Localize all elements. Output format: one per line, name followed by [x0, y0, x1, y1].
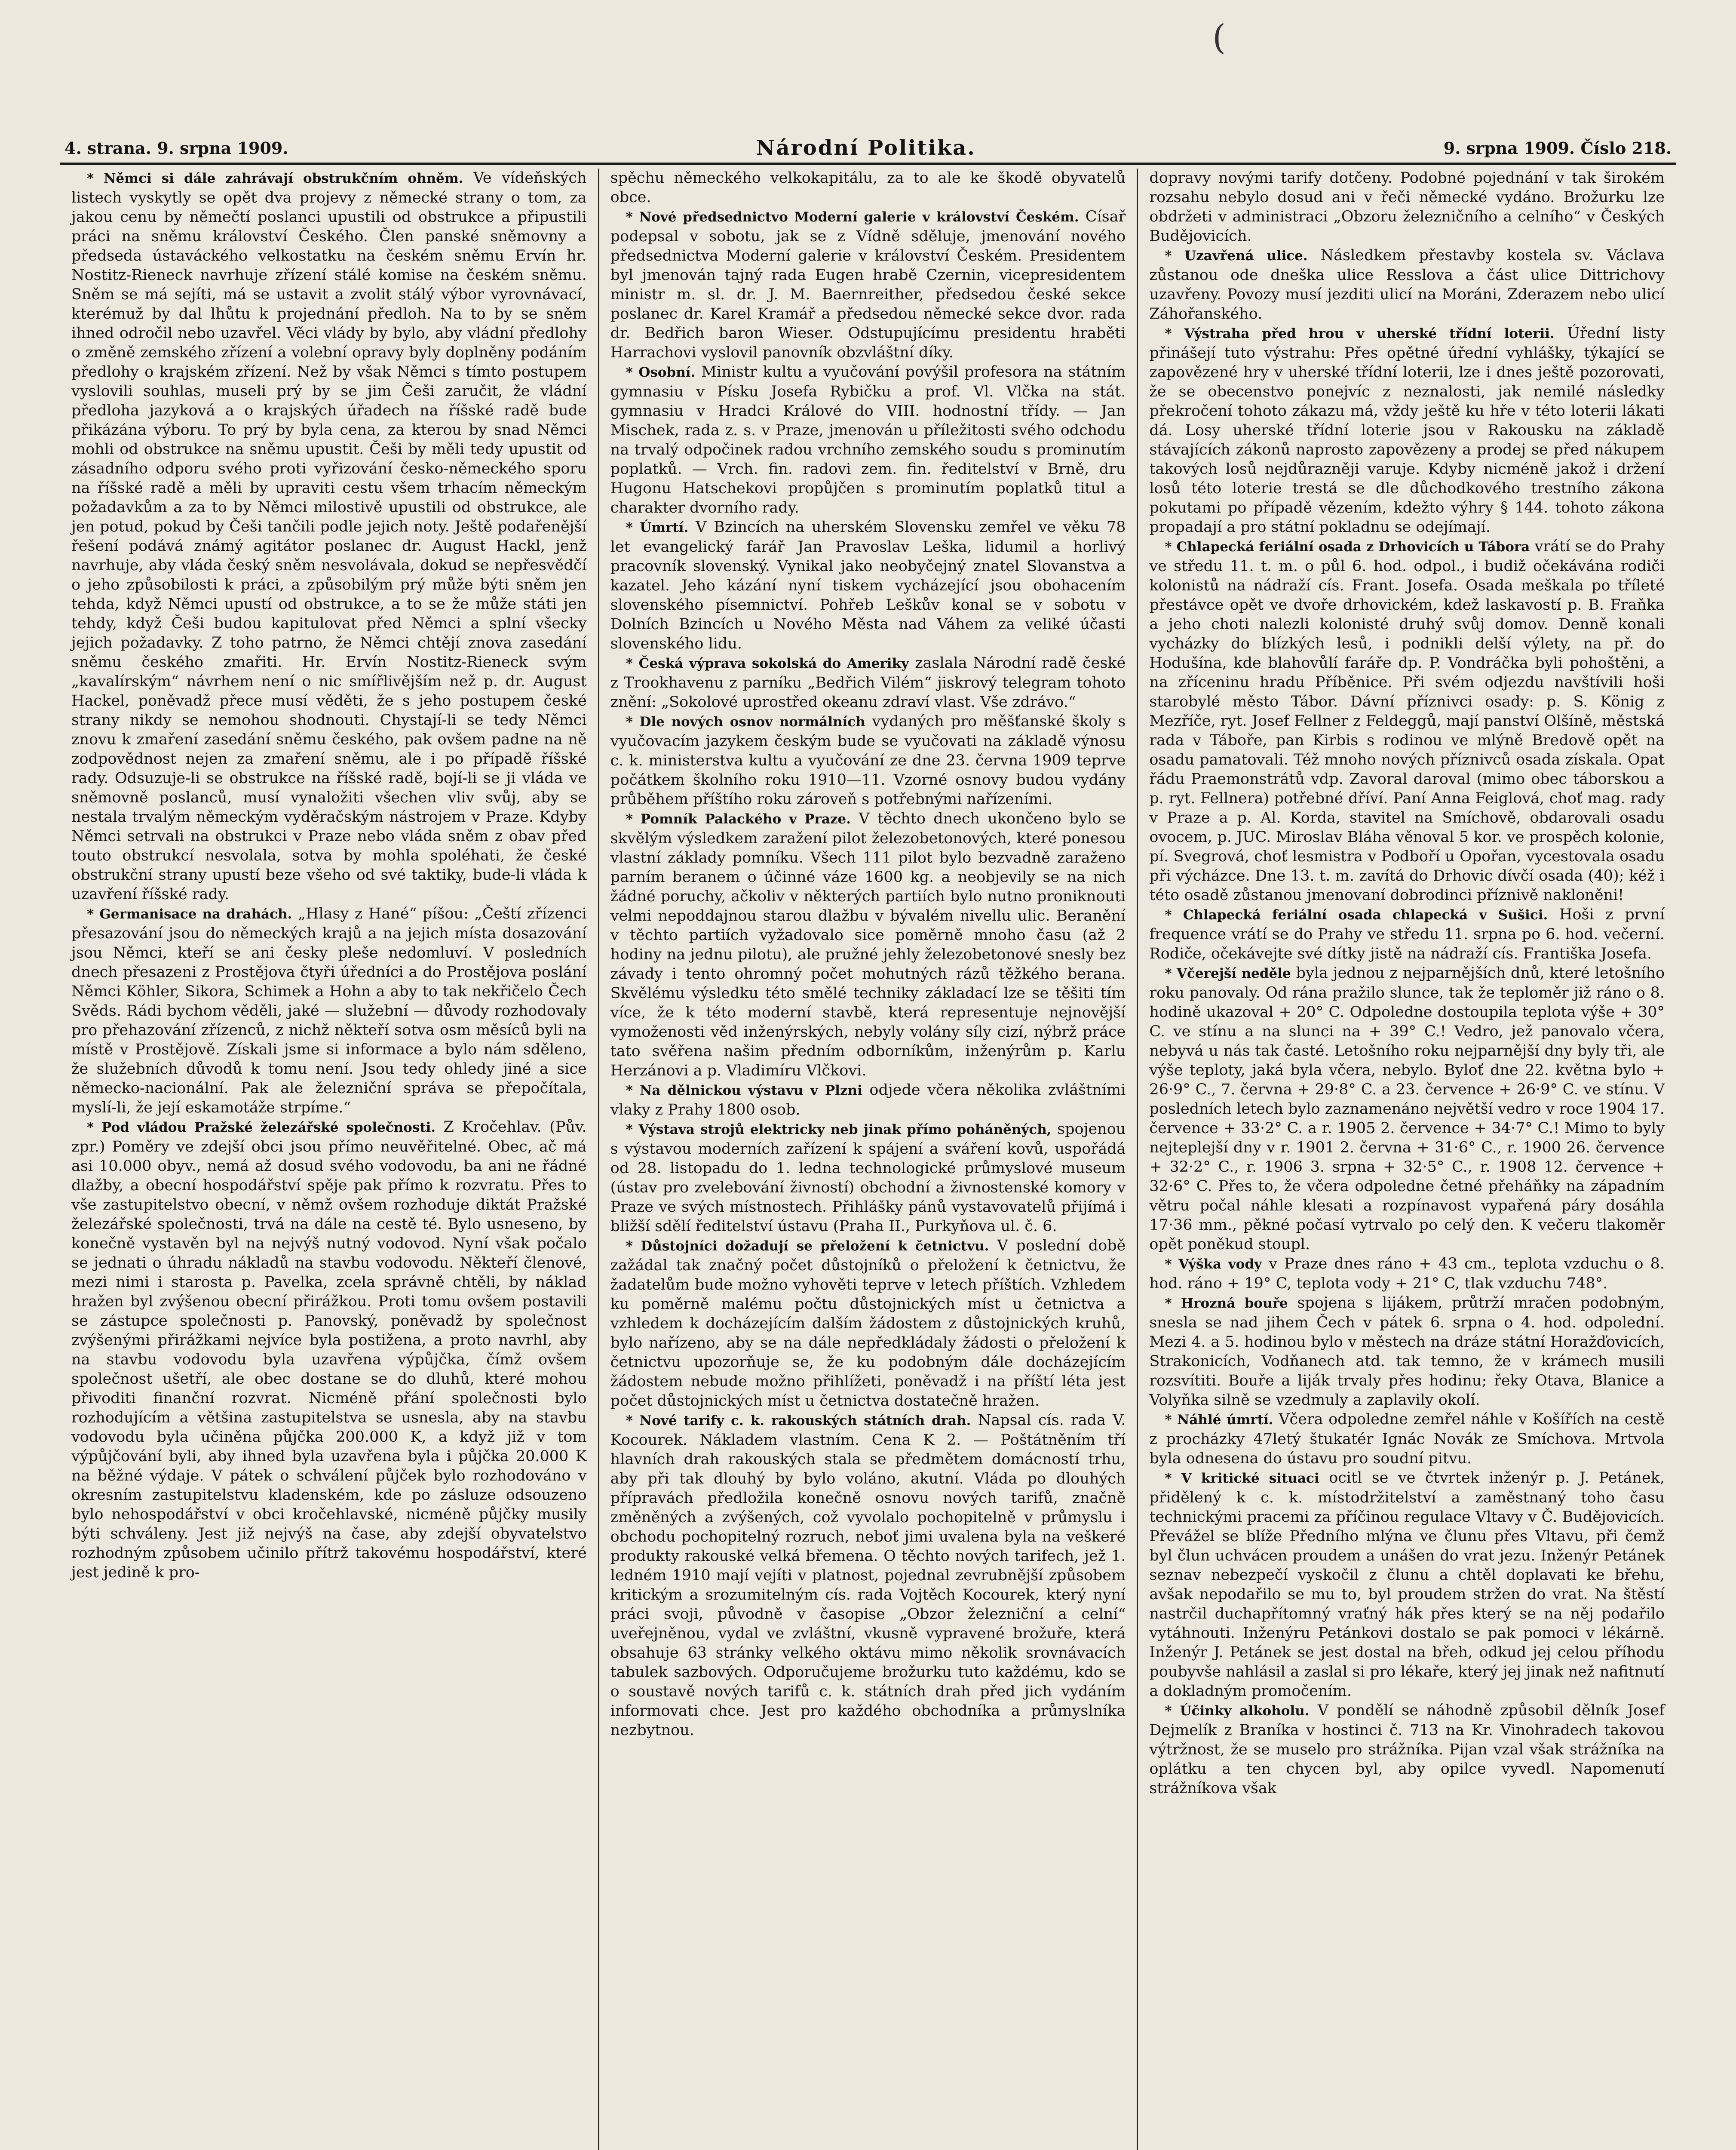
article-body-text: V poslední době zažádal tak značný počet důstojníků o přeložení k četnictvu, že žadatelům bude možno vyhověti teprve v letech příštích. Vzhledem ku poměrně malému počtu důstojnických míst u četnictva a vzhledem k docházejícím dalším žádostem z důstojnických kruhů, bylo nařízeno, aby se na dále nepředkládaly žádosti o přeložení k četnictvu upozorňuje se, že ku podobným dále docházejícím žádostem nebude možno přihlížeti, poněvadž i na příští léta jest počet důstojnických míst u četnictva dostatečně hražen. [610, 1237, 1126, 1410]
article-body-text: V pondělí se náhodně způsobil dělník Josef Dejmelík z Braníka v hostinci č. 713 na Kr. Vinohradech takovou výtržnost, že se muselo pro strážníka. Pijan vzal však strážníka na oplátku a ten chycen byl, aby opilce vyvedl. Napomenutí strážníkova však [1149, 1702, 1665, 1797]
article-headline: * Pomník Palackého v Praze. [626, 811, 851, 827]
article-body-text: „Hlasy z Hané“ píšou: „Čeští zřízenci přesazování jsou do německých krajů a na jejich místa dosazování jsou Němci, kteří se ani česky pleše nedomluví. V posledních dnech přesazeni z Prostějova čtyři úředníci a do Prostějova poslání Němci Köhler, Sikora, Schimek a Hohn a aby to tak nekřičelo Čech Svěds. Rádi bychom věděli, jaké — služební — důvody rozhodovaly pro přehazování zřízenců, z nichž někteří sotva osm měsíců byli na místě v Prostějově. Získali jsme si informace a bylo nám sděleno, že služebních důvodů k tomu není. Jsou tedy ohledy jiné a sice německo-nacionální. Pak ale železniční správa se přepočítala, myslí-li, že její eskamotáže strpíme.“ [71, 905, 587, 1116]
article-body-text: spojenou s výstavou moderních zařízení k spájení a sváření kovů, uspořádá od 28. listopadu do 1. ledna technologické průmyslové museum (ústav pro zvelebování živností) obchodní a živnostenské komory v Praze ve svých místnostech. Přihlášky pánů vystavovatelů přijímá i bližší sdělí ředitelství ústavu (Praha II., Purkyňova ul. č. 6. [610, 1121, 1126, 1235]
article-body-text: spěchu německého velkokapitálu, za to ale ke škodě obyvatelů obce. [610, 169, 1126, 206]
article-body-text: Ministr kultu a vyučování povýšil profesora na státním gymnasiu v Písku Josefa Rybičku a prof. Vl. Vlčka na stát. gymnasiu v Hradci Králové do VIII. hodnostní třídy. — Jan Mischek, rada z. s. v Praze, jmenován u příležitosti svého odchodu na trvalý odpočinek radou vrchního zemského soudu s prominutím poplatků. — Vrch. fin. radovi zem. fin. ředitelství v Brně, dru Hugonu Hatschekovi propůjčen s prominutím poplatků titul a charakter dvorního rady. [610, 363, 1126, 516]
article-body-text: odjede včera několika zvláštními vlaky z Prahy 1800 osob. [610, 1081, 1126, 1118]
page-header [64, 137, 1672, 159]
article-headline: * Včerejší neděle [1165, 966, 1291, 981]
article-headline: * Chlapecká feriální osada z Drhovicích u Tábora [1165, 539, 1530, 555]
article-body-text: byla jednou z nejparnějších dnů, které letošního roku panovaly. Od rána pražilo slunce, tak že teploměr již ráno o 8. hodině ukazoval + 20° C. Odpoledne dostoupila teplota výše + 30° C. ve stínu a na slunci na + 39° C.! Vedro, jež panovalo včera, nebyvá u nás tak časté. Letošního roku nejparnější dny byly tři, ale výše teploty, jaká byla včera, nebylo. Byloť dne 22. května bylo + 26·9° C., 7. června + 29·8° C. a 23. července + 26·9° C. ve stínu. V posledních letech bylo zaznamenáno největší vedro v roce 1904 17. července + 33·2° C. a r. 1905 2. července + 34·7° C.! Mimo to byly nejteplejší dny v r. 1901 2. června + 31·6° C., r. 1900 26. července + 32·2° C., r. 1906 3. srpna + 32·5° C., r. 1908 12. července + 32·6° C. Přes to, že včera odpoledne četné přeháňky na západním větru počal náhle klesati a rozpínavost vypařená páry dosáhla 17·36 mm., pěkné počasí vytrvalo po celý den. K večeru tlakoměr opět poněkud stoupl. [1149, 964, 1665, 1253]
article-paragraph [1149, 1410, 1665, 1468]
article-body-text: V těchto dnech ukončeno bylo se skvělým výsledkem zaražení pilot železobetonových, které ponesou vlastní základy pomníku. Všech 111 pilot bylo bezvadně zaraženo parním beranem o účinné váze 1600 kg. a neobjevily se na nich žádné poruchy, ačkoliv v některých partiích bylo nutno proniknouti velmi nepoddajnou starou dlažbu v bývalém nivellu ulic. Beranění v těchto partiích vyžadovalo sice poměrně mnoho času (až 2 hodiny na jednu pilotu), ale pružné jehly železobetonové snesly bez závady i tento ohromný počet mohutných rázů těžkého berana. Skvělému výsledku této smělé techniky základací lze se těšiti tím více, že k této moderní stavbě, která representuje nejnovější vymoženosti věd inženýrských, nebyly volány síly cizí, nýbrž práce tato svěřena našim předním odborníkům, inženýrům p. Karlu Herzánovi a p. Vladimíru Vlčkovi. [610, 810, 1126, 1079]
article-paragraph [610, 1411, 1126, 1740]
article-paragraph [1149, 1701, 1665, 1798]
article-body-text: spojena s lijákem, průtrží mračen podobným, snesla se nad jihem Čech v pátek 6. srpna o 4. hod. odpolední. Mezi 4. a 5. hodinou bylo v městech na dráze státní Horažďovicích, Strakonicích, Vodňanech atd. tak temno, že v krámech musili rozsvítiti. Bouře a liják trvaly přes hodinu; řeky Otava, Blanice a Volyňka silně se vzedmuly a zaplavily okolí. [1149, 1294, 1665, 1409]
header-page-date: 4. strana. 9. srpna 1909. [64, 138, 288, 158]
article-paragraph [610, 1081, 1126, 1120]
article-body-text: dopravy novými tarify dotčeny. Podobné pojednání v tak širokém rozsahu nebylo dosud ani v řeči německé vydáno. Brožurku lze obdržeti v administraci „Obzoru železničního a celního“ v Českých Budějovicích. [1149, 169, 1665, 245]
article-paragraph [1149, 964, 1665, 1254]
article-headline: * Pod vládou Pražské železářské společnosti. [87, 1120, 436, 1135]
article-body-text: vydaných pro měšťanské školy s vyučovacím jazykem českým bude se vyučovati na základě výnosu c. k. ministerstva kultu a vyučování ze dne 23. června 1909 teprve počátkem školního roku 1910—11. Vzorné osnovy budou vydány průběhem příštího roku zároveň s potřebnými nařízeními. [610, 713, 1126, 808]
article-body-text: Ve vídeňských listech vyskytly se opět dva projevy z německé strany o tom, za jakou cenu by němečtí poslanci upustili od obstrukce a připustili práci na sněmu království Českého. Člen panské sněmovny a předseda ústaváckého velkostatku na českém sněmu Ervín hr. Nostitz-Rieneck navrhuje zřízení stálé komise na českém sněmu. Sněm se má sejíti, má se ustavit a zvolit stálý výbor vyrovnávací, kterémuž by dal lhůtu k projednání předloh. Na to by se sněm ihned odročil nebo uzavřel. Věci vlády by bylo, aby vládní předlohy o změně zemského zřízení a volební opravy byly doplněny podáním předlohy o krajském zřízení. Než by však Němci s tímto postupem vyslovili souhlas, museli prý by se jim Češi zaručit, že vládní předloha jazyková a o krajských úřadech na říšské radě bude přikázána výboru. To prý by byla cena, za kterou by snad Němci mohli od obstrukce na sněmu upustit. Češi by měli tedy upustit od zásadního odporu svého proti vyřizování česko-německého sporu na říšské radě a měli by upraviti cestu všem trhacím německým požadavkům a za to by Němci milostivě upustili od obstrukce, ale jen potud, pokud by Češi tančili podle jejich noty. Ještě podařenější řešení podává známý agitátor poslanec dr. August Hackl, jenž navrhuje, aby vláda český sněm nesvolávala, dokud se nepřesvědčí o jeho způsobilosti k práci, a způsobilým prý může býti sněm jen tehda, když Němci upustí od obstrukce, a to se že může státi jen tehdy, když Češi budou kapitulovat před Němci a splní všecky jejich požadavky. Z toho patrno, že Němci chtějí znova zasedání sněmu českého zmařiti. Hr. Ervín Nostitz-Rieneck svým „kavalírským“ návrhem není o nic smířlivějším než p. dr. August Hackel, poněvadž přece musí věděti, že s jeho postupem české strany nikdy se nemohou shodnouti. Chystají-li se tedy Němci znovu k zmaření zasedání sněmu českého, pak ovšem padne na ně zodpovědnost nejen za zmaření sněmu, ale i po případě říšské rady. Odsuzuje-li se obstrukce na říšské radě, bojí-li se ji vláda ve sněmovně poslanců, musí vynaložiti všechen vliv svůj, aby se nestala trvalým německým vyděračským nástrojem v Praze. Kdyby Němci setrvali na obstrukci v Praze nebo vláda sněm z obav před touto obstrukcí nesvolala, sotva by mohla spoléhati, že české obstrukční strany upustí beze všeho od své taktiky, bude-li vláda k uzavření říšské rady. [71, 169, 587, 903]
article-paragraph [71, 1118, 587, 1582]
article-paragraph [610, 809, 1126, 1081]
article-headline: * Chlapecká feriální osada chlapecká v Sušici. [1165, 907, 1548, 923]
article-headline: * Úmrtí. [626, 520, 689, 535]
article-paragraph [1149, 1293, 1665, 1410]
article-body-text: V Bzincích na uherském Slovensku zemřel ve věku 78 let evangelický farář Jan Pravoslav Leška, lidumil a horlivý pracovník slovenský. Vynikal jako neobyčejný znatel Slovanstva a kazatel. Jeho kázání nyní tiskem vycházející jsou obohacením slovenského písemnictví. Pohřeb Leškův konal se v sobotu v Dolních Bzincích u Nového Města nad Váhem za veliké účasti slovenského lidu. [610, 519, 1126, 652]
article-body-text: Následkem přestavby kostela sv. Václava zůstanou ode dneška ulice Resslova a část ulice Dittrichovy uzavřeny. Povozy musí jezditi ulicí na Moráni, Zderazem nebo ulicí Záhořanského. [1149, 247, 1665, 322]
article-headline: * Nové předsednictvo Moderní galerie v království Českém. [626, 209, 1079, 225]
article-paragraph [71, 169, 587, 904]
article-body-text: Včera odpoledne zemřel náhle v Košířích na cestě z procházky 47letý štukatér Ignác Novák ze Smíchova. Mrtvola byla odnesena do ústavu pro soudní pitvu. [1149, 1411, 1665, 1467]
article-headline: * Na dělnickou výstavu v Plzni [626, 1083, 862, 1098]
article-paragraph [610, 169, 1126, 207]
column-3 [1137, 169, 1676, 2150]
article-paragraph [610, 1236, 1126, 1411]
article-paragraph [610, 362, 1126, 518]
article-paragraph [610, 654, 1126, 712]
article-headline: * Němci si dále zahrávají obstrukčním ohněm. [87, 171, 463, 186]
article-headline: * Hrozná bouře [1165, 1296, 1288, 1311]
article-headline: * Výstraha před hrou v uherské třídní loterii. [1165, 326, 1555, 341]
article-paragraph [610, 1120, 1126, 1236]
article-headline: * Náhlé úmrtí. [1165, 1412, 1273, 1428]
article-body-text: Úřední listy přinášejí tuto výstrahu: Přes opětné úřední vyhlášky, týkající se zapovězené hry v uherské třídní loterii, lze i dnes ještě pozorovati, že se obecenstvo ponejvíc z neznalosti, jak nemilé následky překročení tohoto zákazu má, vždy ještě ku hře v této loterii lákati dá. Losy uherské třídní loterie jsou v Rakousku na základě stávajících zákonů naprosto zapovězeny a prodej se před nákupem takových losů nejdůrazněji varuje. Kdyby nicméně jakož i držení losů této loterie trestá se dle důchodkového trestního zákona pokutami po případě vězením, kdežto výhry § 144. tohoto zákona propadají a pro státní pokladnu se odejímají. [1149, 325, 1665, 536]
article-paragraph [1149, 537, 1665, 905]
article-paragraph [1149, 169, 1665, 246]
article-body-text: zaslala Národní radě české z Trookhavenu z parníku „Bedřich Vilém“ jiskrový telegram tohoto znění: „Sokolové uprostřed okeanu zdraví vlast. Vše zdrávo.“ [610, 654, 1126, 711]
article-body-text: Napsal cís. rada V. Kocourek. Nákladem vlastním. Cena K 2. — Poštátněním tří hlavních drah rakouských stala se předmětem domácností trhu, aby při tak dlouhý by bylo voláno, akutní. Vláda po dlouhých přípravách předložila konečně osnovu nových tarifů, značně změněných a zvýšených, což vyvolalo pochopitelně v průmyslu i obchodu pochopitelný rozruch, neboť jimi uvalena byla na veškeré produkty rakouské velká břemena. O těchto nových tarifech, jež 1. ledném 1910 mají vejíti v platnost, pojednal zevrubnější způsobem kritickým a srozumitelným cís. rada Vojtěch Kocourek, který nyní práci svoji, původně v časopise „Obzor železniční a celní“ uveřejněnou, vydal ve zvláštní, vkusně vypravené brožuře, která obsahuje 63 stránky velkého oktávu mimo několik srovnávacích tabulek sazbových. Odporučujeme brožurku tuto každému, kdo se o soustavě nových tarifů c. k. státních drah před jich vydáním informovati chce. Jest pro každého obchodníka a průmyslníka nezbytnou. [610, 1412, 1126, 1739]
article-paragraph [71, 904, 587, 1118]
article-paragraph [1149, 246, 1665, 324]
article-headline: * Osobní. [626, 365, 696, 380]
article-headline: * Nové tarify c. k. rakouských státních drah. [626, 1413, 971, 1428]
article-headline: * Výstava strojů elektricky neb jinak přímo poháněných, [626, 1122, 1052, 1137]
article-paragraph [610, 518, 1126, 654]
article-headline: * Uzavřená ulice. [1165, 248, 1308, 264]
article-headline: * Germanisace na drahách. [87, 906, 292, 922]
newspaper-title: Národní Politika. [756, 136, 976, 160]
article-paragraph [610, 712, 1126, 809]
corner-mark: ( [1212, 17, 1226, 57]
article-body-text: Z Kročehlav. (Pův. zpr.) Poměry ve zdejší obci jsou přímo neuvěřitelné. Obec, ač má asi 10.000 obyv., nemá až dosud svého vodovodu, ba ani ne řádné dlažby, a obecní hospodářství spěje pak přímo k rozvratu. Přes to vše zastupitelstvo obecní, v němž ovšem rozhoduje diktát Pražské železářské společnosti, trvá na dále na cestě té. Bylo usneseno, by konečně vystavěn byl na nejvýš nutný vodovod. Nyní však počalo se jednati o úhradu nákladů na stavbu vodovodu. Někteří členové, mezi nimi i starosta p. Pavelka, zcela správně chtěli, by náklad hražen byl zvýšenou obecní přirážkou. Proti tomu ovšem postavili se zástupce společnosti p. Panovský, poněvadž by společnost zvýšenými přirážkami nejvíce byla postižena, a proto navrhl, aby na stavbu vodovodu byla uzavřena výpůjčka, čímž ovšem společnost ušetří, ale obec dostane se do dluhů, které mohou přivoditi finanční rozvrat. Nicméně přání společnosti bylo rozhodujícím a většina zastupitelstva se usnesla, aby na stavbu vodovodu byla učiněna půjčka 200.000 K, a když již v tom výpůjčování byli, aby ihned byla uzavřena byla i půjčka 20.000 K na běžné výdaje. V pátek o schválení půjček bylo rozhodováno v okresním zastupitelstvu kladenském, kde po zásluze odsouzeno bylo nehospodářství v obci kročehlavské, nicméně půjčky musily býti schváleny. Jest již nejvýš na čase, aby zdejší obyvatelstvo rozhodným způsobem učinilo přítrž takovému hospodářství, které jest jedině k pro- [71, 1118, 587, 1581]
column-1 [60, 169, 598, 2150]
column-2 [598, 169, 1137, 2150]
header-issue-number: 9. srpna 1909. Číslo 218. [1443, 138, 1672, 158]
article-headline: * Dle nových osnov normálních [626, 714, 865, 730]
article-body-text: v Praze dnes ráno + 43 cm., teplota vzduchu o 8. hod. ráno + 19° C, teplota vody + 21° C, tlak vzduchu 748°. [1149, 1255, 1665, 1292]
article-headline: * Výška vody [1165, 1256, 1262, 1272]
article-paragraph [610, 207, 1126, 362]
article-paragraph [1149, 1254, 1665, 1293]
article-columns [60, 169, 1676, 2150]
article-headline: * V kritické situaci [1165, 1471, 1319, 1486]
article-headline: * Účinky alkoholu. [1165, 1703, 1310, 1719]
article-headline: * Česká výprava sokolská do Ameriky [626, 656, 909, 671]
article-headline: * Důstojníci dožadují se přeložení k četnictvu. [626, 1238, 989, 1254]
article-paragraph [1149, 1468, 1665, 1701]
article-paragraph [1149, 905, 1665, 964]
header-rule [60, 163, 1676, 165]
article-body-text: Císař podepsal v sobotu, jak se z Vídně sděluje, jmenování nového předsednictva Moderní galerie v království Českém. Presidentem byl jmenován tajný rada Eugen hrabě Czernin, vicepresidentem ministr m. sl. dr. J. M. Baernreither, předsedou české sekce poslanec dr. Karel Kramář a předsedou německé sekce dvor. rada dr. Bedřich baron Wieser. Odstupujícímu presidentu hraběti Harrachovi vyslovil panovník obzvláštní díky. [610, 208, 1126, 361]
article-body-text: vrátí se do Prahy ve středu 11. t. m. o půl 6. hod. odpol., i budiž očekávána rodiči kolonistů na nádraží cís. Frant. Josefa. Osada meškala po tříleté přestávce opět ve dvoře drhovickém, kdež laskavostí p. B. Fraňka a jeho choti nalezli kolonisté druhý svůj domov. Denně konali vycházky do blízkých lesů, i podnikli delší výlety, na př. do Hodušína, kde blahovůlí faráře dp. P. Vondráčka byli pohoštěni, a na zříceninu hradu Příběnice. Při svém odjezdu navštívili hoši starobylé město Tábor. Dávní příznivci osady: p. S. König z Mezříče, ryt. Josef Fellner z Feldeggů, mají panství Olšíně, městská rada v Táboře, pan Kirbis s rodinou ve mlýně Bredově opět na osadu pamatovali. Též mnoho nových příznivců osada získala. Opat řádu Praemonstrátů vdp. Zavoral daroval (mimo obec táborskou a p. ryt. Fellnera) potřebné dříví. Paní Anna Feiglová, choť mag. rady v Praze a p. Al. Korda, stavitel na Smíchově, obdarovali osadu ovocem, p. JUC. Miroslav Bláha věnoval 5 kor. ve prospěch kolonie, pí. Svegrová, choť lesmistra v Podboří u Opořan, vycestovala osadu při výcházce. Dne 13. t. m. zavítá do Drhovic dívčí osada (40); kéž i této osadě zůstanou jmenovaní dobrodinci příznivě nakloněni! [1149, 538, 1665, 904]
article-body-text: ocitl se ve čtvrtek inženýr p. J. Petánek, přidělený k c. k. místodržitelství a zaměstnaný toho času technickými pracemi za příčinou regulace Vltavy v Č. Budějovicích. Převážel se blíže Předního mlýna ve člunu přes Vltavu, při čemž byl člun uchvácen proudem a unášen do vrat jezu. Inženýr Petánek seznav nebezpečí vyskočil z člunu a chtěl doplavati ke břehu, avšak nepodařilo se mu to, byl proudem stržen do vrat. Na štěstí nastrčil duchapřítomný vraťný hák přes který se na něj podařilo vytáhnouti. Inženýru Petánkovi dostalo se pak pomoci v lékárně. Inženýr J. Petánek se jest dostal na břeh, odkud jej celou příhodu poubyvše nahlásil a zaslal si pro lékaře, který jej jinak než nafitnutí a dokladným promočením. [1149, 1469, 1665, 1700]
article-paragraph [1149, 324, 1665, 537]
article-body-text: Hoši z první frequence vrátí se do Prahy ve středu 11. srpna po 6. hod. večerní. Rodiče, očekávejte své dítky jistě na nádraží cís. Františka Josefa. [1149, 906, 1665, 962]
